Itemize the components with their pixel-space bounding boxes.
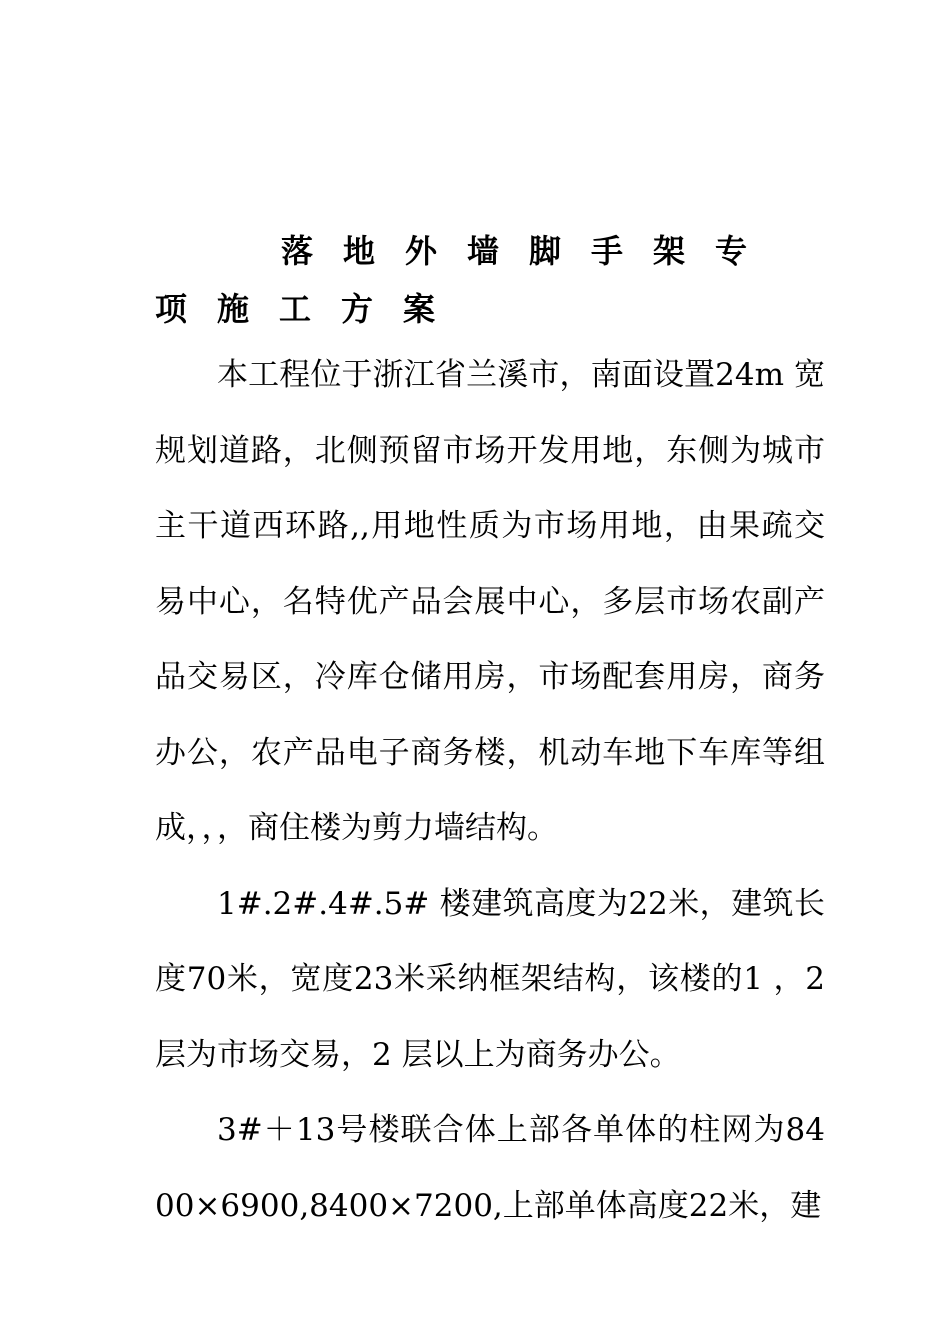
document-title	[155, 222, 825, 338]
title-line-1: 落地外墙脚手架专	[281, 232, 778, 270]
document-body	[155, 338, 825, 1244]
paragraph-building-1245: 1#.2#.4#.5# 楼建筑高度为22米，建筑长度70米，宽度23米采纳框架结构，该楼的1 ，2 层为市场交易，2 层以上为商务办公。	[155, 885, 825, 1073]
paragraph-building-3-13: 3#＋13号楼联合体上部各单体的柱网为8400×6900,8400×7200,上部单体高度22米，建	[155, 1112, 825, 1224]
paragraph-project-overview: 本工程位于浙江省兰溪市，南面设置24m 宽规划道路，北侧预留市场开发用地，东侧为城市主干道西环路,,用地性质为市场用地，由果疏交易中心，名特优产品会展中心，多层市场农副产品交易区，冷库仓储用房，市场配套用房，商务办公，农产品电子商务楼，机动车地下车库等组成，，，商住楼为剪力墙结构。	[155, 357, 825, 846]
title-line-2: 项施工方案	[155, 290, 466, 328]
